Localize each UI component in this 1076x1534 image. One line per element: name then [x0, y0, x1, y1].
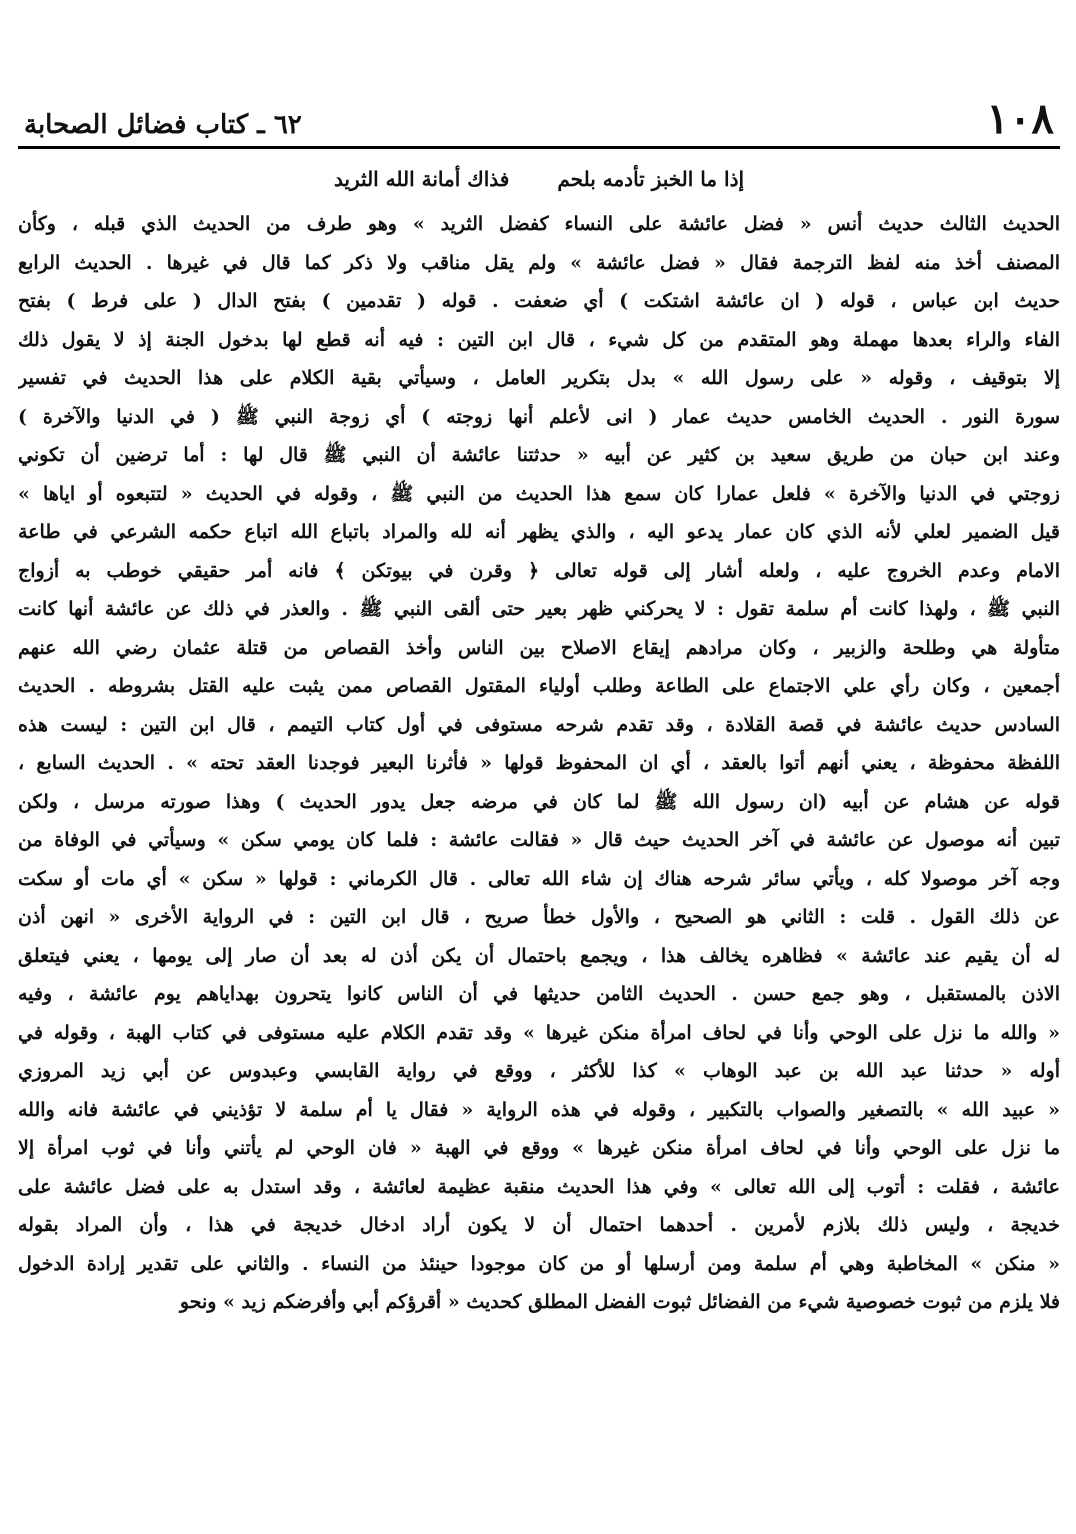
text-line: « عبيد الله » بالتصغير والصواب بالتكبير ، وقوله في هذه الرواية « فقال يا أم سلمة لا تؤذيني في عائشة فانه والله [18, 1098, 1060, 1121]
text-line: اللفظة محفوظة ، يعني أنهم أتوا بالعقد ، أي ان المحفوظ قولها « فأثرنا البعير فوجدنا العقد تحته » . الحديث السابع ، [18, 752, 1060, 774]
text-line: النبي ﷺ ، ولهذا كانت أم سلمة تقول : لا يحركني ظهر بعير حتى ألقى النبي ﷺ . والعذر في ذلك عن عائشة أنها كانت [18, 598, 1060, 620]
text-line: تبين أنه موصول عن عائشة في آخر الحديث حيث قال « فقالت عائشة : فلما كان يومي سكن » وسيأتي في الوفاة من [18, 829, 1060, 851]
text-line: خديجة ، وليس ذلك بلازم لأمرين . أحدهما احتمال أن لا يكون أراد ادخال خديجة في هذا ، وأن المراد بقوله [18, 1214, 1060, 1236]
text-line: الاذن بالمستقبل ، وهو جمع حسن . الحديث الثامن حديثها في أن الناس كانوا يتحرون بهداياهم يوم عائشة ، وفيه [18, 983, 1060, 1005]
text-line: قيل الضمير لعلي لأنه الذي كان عمار يدعو اليه ، والذي يظهر أنه لله والمراد باتباع الله اتباع حكمه الشرعي في طاعة [18, 521, 1060, 543]
text-line: إلا بتوقيف ، وقوله « على رسول الله » بدل بتكرير العامل ، وسيأتي بقية الكلام على هذا الحديث في تفسير [18, 367, 1060, 389]
running-head [18, 96, 1060, 142]
text-line: قوله عن هشام عن أبيه (ان رسول الله ﷺ لما كان في مرضه جعل يدور الحديث ) وهذا صورته مرسل ، ولكن [18, 790, 1060, 813]
text-line: له أن يقيم عند عائشة » فظاهره يخالف هذا ، ويجمع باحتمال أن يكن أذن له بعد أن صار إلى يومها ، يعني فيتعلق [18, 944, 1060, 967]
commentary-text [18, 205, 1060, 1322]
text-line: زوجتي في الدنيا والآخرة » فلعل عمارا كان سمع هذا الحديث من النبي ﷺ ، وقوله في الحديث « لتتبعوه أو اياها » [18, 482, 1060, 505]
book-title: ٦٢ ـ كتاب فضائل الصحابة [24, 110, 302, 140]
text-line: عائشة ، فقلت : أتوب إلى الله تعالى » وفي هذا الحديث منقبة عظيمة لعائشة ، وقد استدل به على فضل عائشة على [18, 1175, 1060, 1198]
text-line: وعند ابن حبان من طريق سعيد بن كثير عن أبيه « حدثتنا عائشة أن النبي ﷺ قال لها : أما ترضين أن تكوني [18, 444, 1060, 466]
text-line: « والله ما نزل على الوحي وأنا في لحاف امرأة منكن غيرها » وقد تقدم الكلام عليه مستوفى في كتاب الهبة ، وقوله في [18, 1021, 1060, 1044]
text-line: المصنف أخذ منه لفظ الترجمة فقال « فضل عائشة » ولم يقل مناقب ولا ذكر كما قال في غيرها . الحديث الرابع [18, 251, 1060, 274]
text-line: السادس حديث عائشة في قصة القلادة ، وقد تقدم شرحه مستوفى في أول كتاب التيمم ، قال ابن التين : ليست هذه [18, 713, 1060, 736]
text-line: الفاء والراء بعدها مهملة وهو المتقدم من كل شيء ، قال ابن التين : فيه أنه قطع لها بدخول الجنة إذ لا يقول ذلك [18, 328, 1060, 351]
text-line: أجمعين ، وكان رأي علي الاجتماع على الطاعة وطلب أولياء المقتول القصاص ممن يثبت عليه القتل بشروطه . الحديث [18, 675, 1060, 697]
text-line: متأولة هي وطلحة والزبير ، وكان مرادهم إيقاع الاصلاح بين الناس وأخذ القصاص من قتلة عثمان رضي الله عنهم [18, 636, 1060, 659]
text-line: الحديث الثالث حديث أنس « فضل عائشة على النساء كفضل الثريد » وهو طرف من الحديث الذي قبله ، وكأن [18, 213, 1060, 235]
text-line: حديث ابن عباس ، قوله ( ان عائشة اشتكت ) أي ضعفت . قوله ( تقدمين ) بفتح الدال ( على فرط ) بفتح [18, 290, 1060, 312]
text-line: ما نزل على الوحي وأنا في لحاف امرأة منكن غيرها » ووقع في الهبة « فان الوحي لم يأتني وأنا في ثوب امرأة إلا [18, 1137, 1060, 1159]
text-line: الامام وعدم الخروج عليه ، ولعله أشار إلى قوله تعالى ﴿ وقرن في بيوتكن ﴾ فانه أمر حقيقي خوطب به أزواج [18, 559, 1060, 582]
text-line: عن ذلك القول . قلت : الثاني هو الصحيح ، والأول خطأ صريح ، قال ابن التين : في الرواية الأخرى « انهن أذن [18, 906, 1060, 928]
page-number: ١٠٨ [986, 94, 1054, 143]
poetry-verse [18, 159, 1060, 199]
text-line: أوله « حدثنا عبد الله بن عبد الوهاب » كذا للأكثر ، ووقع في رواية القابسي وعبدوس عن أبي زيد المروزي [18, 1060, 1060, 1082]
text-line: سورة النور . الحديث الخامس حديث عمار ( انى لأعلم أنها زوجته ) أي زوجة النبي ﷺ ( في الدنيا والآخرة ) [18, 405, 1060, 428]
verse-hemistich-right: إذا ما الخبز تأدمه بلحم [557, 167, 745, 191]
text-line: فلا يلزم من ثبوت خصوصية شيء من الفضائل ثبوت الفضل المطلق كحديث « أقرؤكم أبي وأفرضكم زيد » ونحو [179, 1291, 1060, 1313]
text-line: وجه آخر موصولا كله ، ويأتي سائر شرحه هناك إن شاء الله تعالى . قال الكرماني : قولها « سكن » أي مات أو سكت [18, 867, 1060, 890]
verse-hemistich-left: فذاك أمانة الله الثريد [333, 167, 510, 191]
text-line: « منكن » المخاطبة وهي أم سلمة ومن أرسلها أو من كان موجودا حينئذ من النساء . والثاني على تقدير إرادة الدخول [18, 1252, 1060, 1275]
